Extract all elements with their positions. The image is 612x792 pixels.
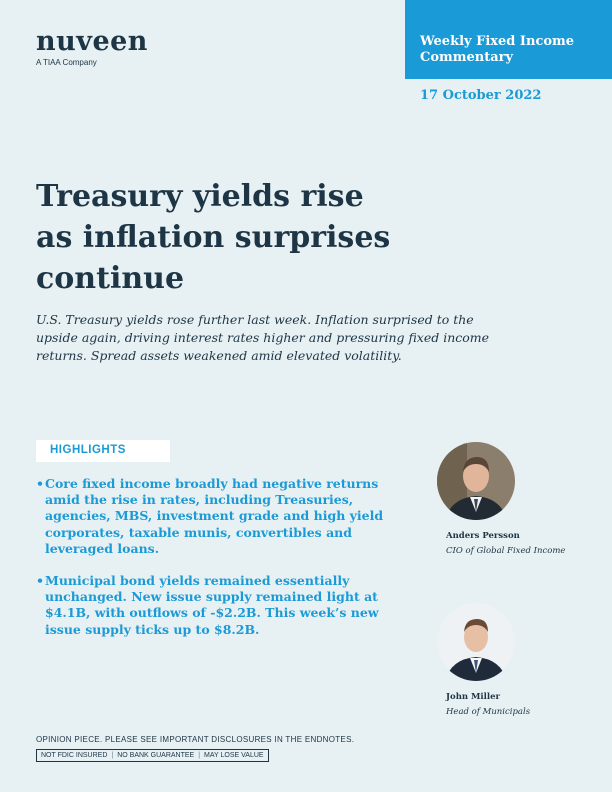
disclosure-not-fdic: NOT FDIC INSURED	[41, 752, 108, 759]
highlights-list	[36, 476, 391, 654]
title-line2: as inflation surprises	[36, 220, 391, 255]
banner-title-line2: Commentary	[420, 50, 514, 65]
author-card	[437, 442, 612, 556]
author-photo	[437, 442, 515, 520]
opinion-disclaimer: OPINION PIECE. PLEASE SEE IMPORTANT DISCLOSURES IN THE ENDNOTES.	[36, 735, 355, 744]
portrait-icon	[437, 442, 515, 520]
highlight-text: Core fixed income broadly had negative returns amid the rise in rates, including Treasuries, agencies, MBS, investment grade and high yield corporates, taxable munis, convertibles and leveraged loans.	[45, 476, 384, 556]
author-photo	[437, 603, 515, 681]
highlights-label: HIGHLIGHTS	[36, 440, 170, 462]
highlight-item	[36, 573, 391, 638]
banner-title-line1: Weekly Fixed Income	[420, 34, 575, 49]
intro-summary: U.S. Treasury yields rose further last week. Inflation surprised to the upside again, driving interest rates higher and pressuring fixed income returns. Spread assets weakened amid elevated volatility.	[36, 312, 490, 363]
title-line1: Treasury yields rise	[36, 179, 364, 214]
bullet-icon: •	[36, 476, 44, 491]
separator: |	[111, 752, 114, 759]
publication-banner	[405, 0, 612, 79]
disclosure-no-guarantee: NO BANK GUARANTEE	[117, 752, 195, 759]
title-line3: continue	[36, 261, 185, 296]
highlight-text: Municipal bond yields remained essentially unchanged. New issue supply remained light at $4.1B, with outflows of -$2.2B. This week’s new issue supply ticks up to $8.2B.	[45, 573, 379, 637]
author-name: John Miller	[446, 692, 500, 702]
logo-tagline: A TIAA Company	[36, 58, 97, 67]
author-card	[437, 603, 612, 717]
portrait-icon	[437, 603, 515, 681]
disclosure-may-lose: MAY LOSE VALUE	[204, 752, 264, 759]
nuveen-logo	[36, 28, 148, 67]
author-name: Anders Persson	[446, 531, 520, 541]
page-title	[36, 176, 486, 299]
highlight-item	[36, 476, 391, 557]
disclosure-box	[36, 749, 269, 762]
publication-date: 17 October 2022	[420, 88, 542, 103]
logo-wordmark: nuveen	[36, 26, 148, 57]
separator: |	[198, 752, 201, 759]
author-title: Head of Municipals	[446, 707, 531, 717]
author-title: CIO of Global Fixed Income	[446, 546, 566, 556]
bullet-icon: •	[36, 573, 44, 589]
